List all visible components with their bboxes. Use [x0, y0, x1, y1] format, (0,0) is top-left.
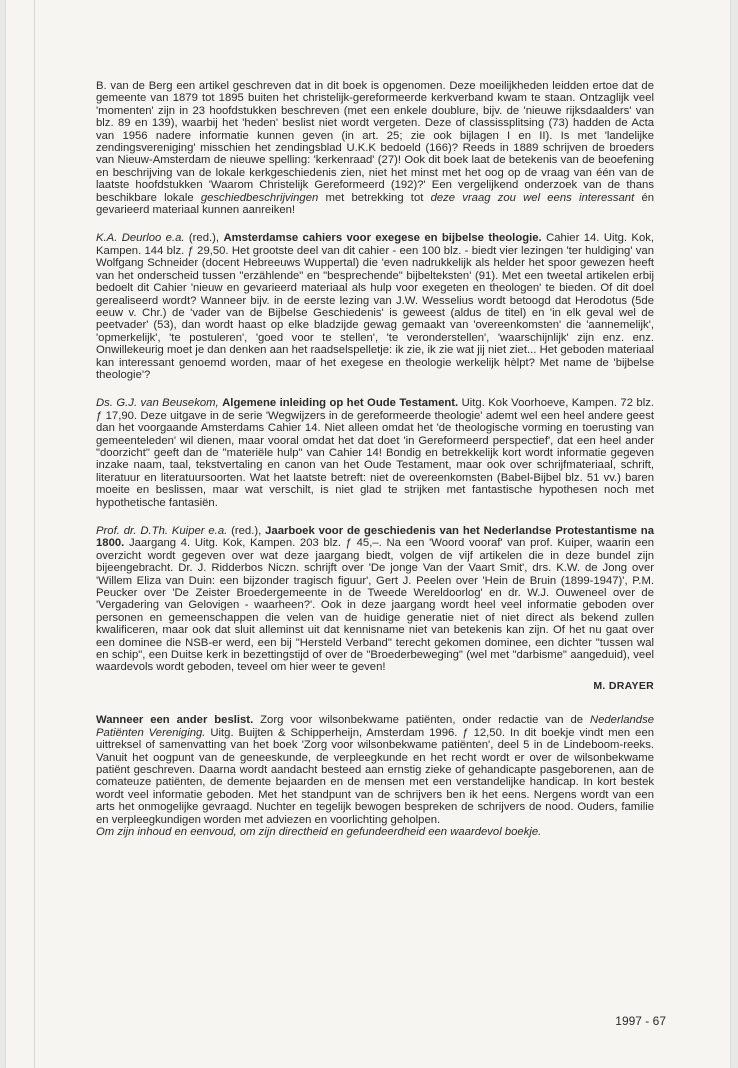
review-conclusion: Om zijn inhoud en eenvoud, om zijn directheid en gefundeerdheid een waardevol boekje.	[96, 825, 542, 838]
review-body-2: In kort bestek wordt veel informatie geboden. Met het standpunt van de schrijvers ben ik het eens. Nergens wordt van een arts het onmogelijke gevraagd. Nuchter en tegelijk bewogen bespreken de schrijvers de nood. Ouders, familie en verpleegkundigen worden met adviezen en voorlichting geholpen.	[96, 776, 654, 826]
review-wanneer-een-ander-beslist: Wanneer een ander beslist. Zorg voor wilsonbekwame patiënten, onder redactie van de Nederlandse Patiënten Vereniging. Uitg. Buijten & Schipperheijn, Amsterdam 1996. ƒ 12,50. In dit boekje vindt men een uittreksel of samenvatting van het boek 'Zorg voor wilsonbekwame patiënten', deel 5 in de Lindeboom-reeks. Vanuit het oogpunt van de geneeskunde, de verpleegkunde en het recht wordt er over de wilsonbekwame patiënt geschreven. Daarna wordt aandacht besteed aan ernstig zieke of gehandicapte pasgeborenen, aan de comateuze patiënten, de demente bejaarden en de mensen met een verstandelijke handicap. In kort bestek wordt veel informatie geboden. Met het standpunt van de schrijvers ben ik het eens. Nergens wordt van een arts het onmogelijke gevraagd. Nuchter en tegelijk bewogen bespreken de schrijvers de nood. Ouders, familie en verpleegkundigen worden met adviezen en voorlichting geholpen. Om zijn inhoud en eenvoud, om zijn directheid en gefundeerdheid een waardevol boekje.	[96, 714, 655, 838]
intro-paragraph: B. van de Berg een artikel geschreven dat in dit boek is opgenomen. Deze moeilijkheden leidden ertoe dat de gemeente van 1879 tot 1895 buiten het christelijk-gereformeerde kerkverband kwam te staan. Ontzaglijk veel 'momenten' zijn in 23 hoofdstukken beschreven (met een enkele doublure, bijv. de 'nieuwe rijksdaalders' van blz. 89 en 139), waarbij het 'heden' beslist niet wordt vergeten. Deze of classissplitsing (73) hadden de Acta van 1956 nadere informatie kunnen geven (in art. 25; zie ook bijlagen I en II). Is met 'landelijke zendingsvereniging' misschien het zendingsblad U.K.K bedoeld (166)? Reeds in 1889 schrijven de broeders van Nieuw-Amsterdam de nieuwe spelling: 'kerkenraad' (27)! Ook dit boek laat de betekenis van de beoefening en beschrijving van de lokale kerkgeschiedenis zien, niet het minst met het oog op de vraag van één van de laatste hoofdstukken 'Waarom Christelijk Gereformeerd (192)?' Een vergelijkend onderzoek van de thans beschikbare lokale geschiedbeschrijvingen met betrekking tot deze vraag zou wel eens interessant én gevarieerd materiaal kunnen aanreiken!	[96, 80, 655, 217]
review-title: Algemene inleiding op het Oude Testament.	[222, 397, 459, 410]
review-author: K.A. Deurloo e.a.	[96, 232, 185, 245]
review-amsterdamse-cahiers: K.A. Deurloo e.a. (red.), Amsterdamse cahiers voor exegese en bijbelse theologie. Cahier 14. Uitg. Kok, Kampen. 144 blz. ƒ 29,50. Het grootste deel van dit cahier - een 100 blz. - biedt vier lezingen 'ter huldiging' van Wolfgang Schneider (docent Hebreeuws Wuppertal) die 'even nadrukkelijk als helder het spoor gewezen heeft van het onderscheid tussen "erzählende" en "besprechende" bijbelteksten' (91). Met een tweetal artikelen erbij bedoelt dit Cahier 'nieuw en gevarieerd materiaal als hulp voor exegeten en theologen' te bieden. Of dit doel gerealiseerd wordt? Wanneer bijv. in de eerste lezing van J.W. Wesselius wordt betoogd dat Herodotus (5de eeuw v. Chr.) de 'vader van de Bijbelse Geschiedenis' is geweest (aldus de titel) en 'in elk geval wel de peetvader' (53), dan wordt haast op elke bladzijde gewag gemaakt van 'overeenkomsten' die 'aannemelijk', 'opmerkelijk', 'te postuleren', 'goed voor te stellen', 'te veronderstellen', 'waarschijnlijk' zijn enz. enz. Onwillekeurig moet je dan denken aan het raadselspelletje: ik zie, ik zie wat jij niet ziet... Het geboden materiaal kan interessant genoemd worden, maar of het exegese en theologie werkelijk hèlpt? Met name de 'bijbelse theologie'?	[96, 232, 655, 381]
review-author: Ds. G.J. van Beusekom,	[96, 397, 219, 410]
page-number: 1997 - 67	[615, 1014, 666, 1028]
document-page	[6, 0, 730, 1068]
review-algemene-inleiding: Ds. G.J. van Beusekom, Algemene inleiding op het Oude Testament. Uitg. Kok Voorhoeve, Kampen. 72 blz. ƒ 17,90. Deze uitgave in de serie 'Wegwijzers in de gereformeerde theologie' ademt wel een heel andere geest dan het voorgaande Amsterdams Cahier 14. Niet alleen omdat het 'de theologische vorming en toerusting van gemeenteleden' wil dienen, maar vooral omdat het dat doet 'in Gereformeerd perspectief', dat een heel ander "doorzicht" geeft dan de "materiële hulp" van Cahier 14! Bondig en betrekkelijk kort wordt informatie gegeven inzake naam, taal, tekstvertaling en canon van het Oude Testament, maar ook over schrijfmateriaal, schrift, literatuur en literatuursoorten. Wat het laatste betreft: niet de overeenkomsten (Babel-Bijbel blz. 51 vv.) baren moeite en beslissen, maar wat verschilt, is niet glad te strijken met fantastische hypothesen noch met hypothetische fantasiën.	[96, 397, 654, 509]
review-body: Deze uitgave in de serie 'Wegwijzers in de gereformeerde theologie' ademt wel een heel andere geest dan het voorgaande Amsterdams Cahier 14. Niet alleen omdat het 'de theologische vorming en toerusting van gemeenteleden' wil dienen, maar vooral omdat het dat doet 'in Gereformeerd perspectief', dat een heel ander "doorzicht" geeft dan de "materiële hulp" van Cahier 14! Bondig en betrekkelijk kort wordt informatie gegeven inzake naam, taal, tekstvertaling en canon van het Oude Testament, maar ook over schrijfmateriaal, schrift, literatuur en literatuursoorten. Wat het laatste betreft: niet de overeenkomsten (Babel-Bijbel blz. 51 vv.) baren moeite en beslissen, maar wat verschilt, is niet glad te strijken met fantastische hypothesen noch met hypothetische fantasiën.	[96, 409, 654, 509]
review-title: Amsterdamse cahiers voor exegese en bijbelse theologie.	[223, 232, 542, 245]
review-title: Jaarboek voor de geschiedenis van het Nederlandse Protestantisme na 1800.	[96, 525, 654, 550]
text-column	[96, 80, 654, 854]
review-author: Prof. dr. D.Th. Kuiper e.a.	[96, 525, 228, 537]
reviewer-signature: M. DRAYER	[593, 679, 654, 692]
review-body-1: In dit boekje vindt men een uittreksel of samenvatting van het boek 'Zorg voor wilsonbekwame patiënten', deel 5 in de Lindeboom-reeks. Vanuit het oogpunt van de geneeskunde, de verpleegkunde en het recht wordt er over de wilsonbekwame patiënt geschreven. Daarna wordt aandacht besteed aan ernstig zieke of gehandicapte pasgeborenen, aan de comateuze patiënten, de demente bejaarden en de mensen met een verstandelijke handicap.	[96, 726, 655, 789]
gutter-line	[34, 0, 35, 1068]
review-body: Het grootste deel van dit cahier - een 100 blz. - biedt vier lezingen 'ter huldiging' van Wolfgang Schneider (docent Hebreeuws Wuppertal) die 'even nadrukkelijk als helder het spoor gewezen heeft van het onderscheid tussen "erzählende" en "besprechende" bijbelteksten' (91). Met een tweetal artikelen erbij bedoelt dit Cahier 'nieuw en gevarieerd materiaal als hulp voor exegeten en theologen' te bieden. Of dit doel gerealiseerd wordt? Wanneer bijv. in de eerste lezing van J.W. Wesselius wordt betoogd dat Herodotus (5de eeuw v. Chr.) de 'vader van de Bijbelse Geschiedenis' is geweest (aldus de titel) en 'in elk geval wel de peetvader' (53), dan wordt haast op elke bladzijde gewag gemaakt van 'overeenkomsten' die 'aannemelijk', 'opmerkelijk', 'te postuleren', 'goed voor te stellen', 'te veronderstellen', 'waarschijnlijk' zijn enz. enz. Onwillekeurig moet je dan denken aan het raadselspelletje: ik zie, ik zie wat jij niet ziet... Het geboden materiaal kan interessant genoemd worden, maar of het exegese en theologie werkelijk hèlpt? Met name de 'bijbelse theologie'?	[96, 244, 655, 381]
review-title: Wanneer een ander beslist.	[96, 714, 254, 727]
review-body: Na een 'Woord vooraf' van prof. Kuiper, waarin een overzicht wordt gegeven over wat deze jaargang biedt, volgen de vijf artikelen die in deze bundel zijn bijeengebracht. Dr. J. Ridderbos Niczn. schrijft over 'De jonge Van der Vaart Smit', drs. K.W. de Jong over 'Willem Eliza van Duin: een bijzonder tragisch figuur', Gert J. Peelen over 'Hein de Bruin (1899-1947)', P.M. Peucker over 'De Zeister Broedergemeente in de Tweede Wereldoorlog' en dr. W.J. Ouweneel over de 'Vergadering van Gelovigen - waarheen?'. Ook in deze jaargang wordt heel veel informatie geboden over personen en gemeenschappen die velen van de huidige generatie niet of niet direct als bekend zullen kwalificeren, maar ook dat sluit alleminst uit dat kennisname niet van betekenis kan zijn. Of het nu gaat over een dominee die NSB-er werd, een bij "Hersteld Verband" terecht gekomen dominee, een dichter "tussen wal en schip", een Duitse kerk in bezettingstijd of over de "Broederbeweging" (wel met "darbisme" aangeduid), veel waardevols wordt geboden, teveel om hier weer te geven!	[96, 537, 655, 674]
review-jaarboek: Prof. dr. D.Th. Kuiper e.a. (red.), Jaarboek voor de geschiedenis van het Nederlandse Protestantisme na 1800. Jaargang 4. Uitg. Kok, Kampen. 203 blz. ƒ 45,–. Na een 'Woord vooraf' van prof. Kuiper, waarin een overzicht wordt gegeven over wat deze jaargang biedt, volgen de vijf artikelen die in deze bundel zijn bijeengebracht. Dr. J. Ridderbos Niczn. schrijft over 'De jonge Van der Vaart Smit', drs. K.W. de Jong over 'Willem Eliza van Duin: een bijzonder tragisch figuur', Gert J. Peelen over 'Hein de Bruin (1899-1947)', P.M. Peucker over 'De Zeister Broedergemeente in de Tweede Wereldoorlog' en dr. W.J. Ouweneel over de 'Vergadering van Gelovigen - waarheen?'. Ook in deze jaargang wordt heel veel informatie geboden over personen en gemeenschappen die velen van de huidige generatie niet of niet direct als bekend zullen kwalificeren, maar ook dat sluit alleminst uit dat kennisname niet van betekenis kan zijn. Of het nu gaat over een dominee die NSB-er werd, een bij "Hersteld Verband" terecht gekomen dominee, een dichter "tussen wal en schip", een Duitse kerk in bezettingstijd of over de "Broederbeweging" (wel met "darbisme" aangeduid), veel waardevols wordt geboden, teveel om hier weer te geven!	[96, 525, 655, 674]
